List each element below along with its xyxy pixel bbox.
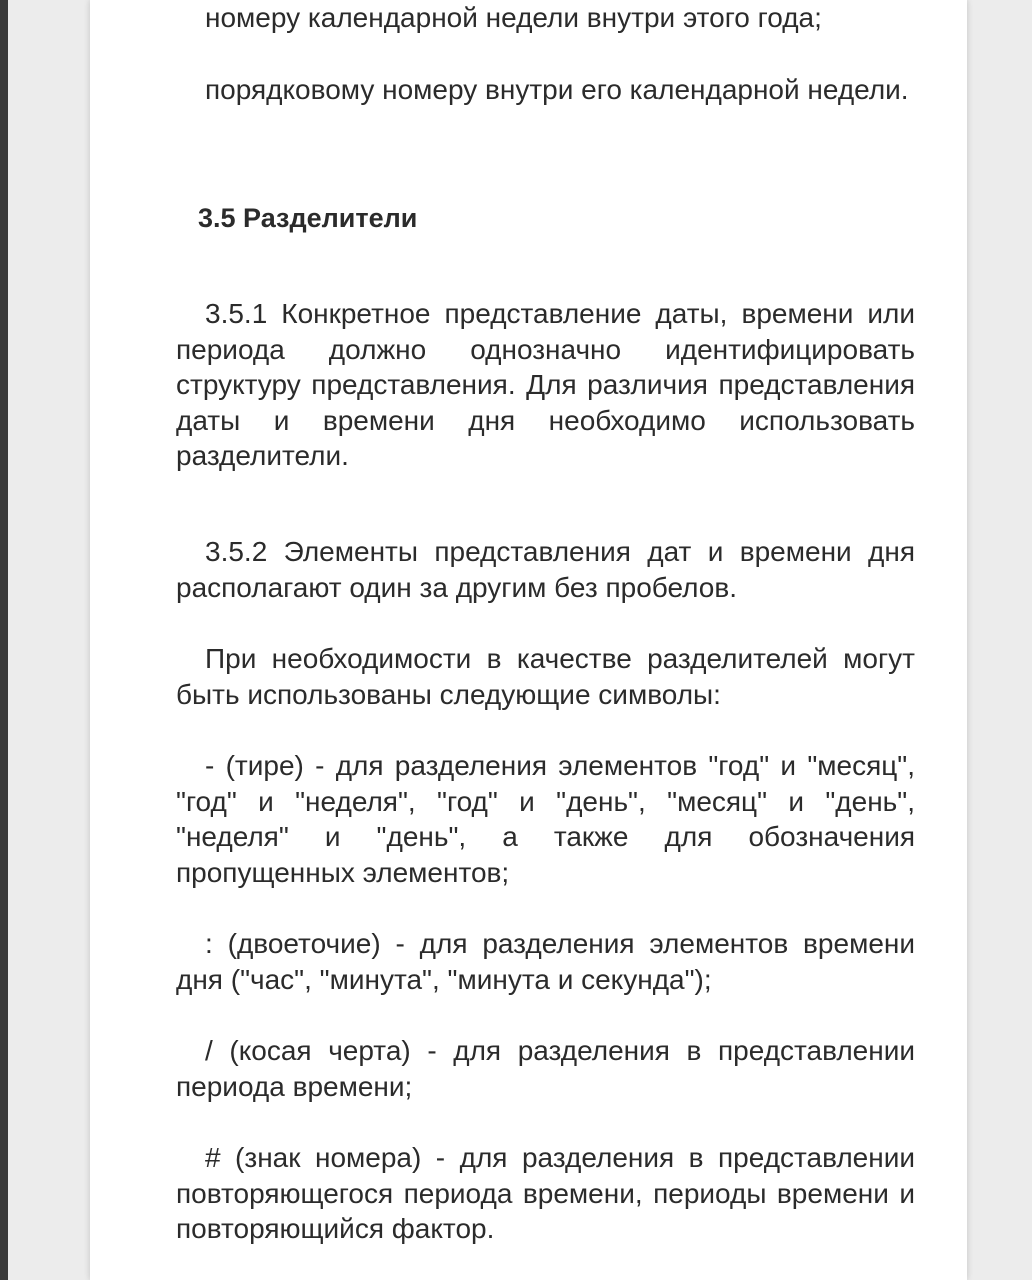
paragraph-colon: : (двоеточие) - для разделения элементов времени дня ("час", "минута", "минута и секунда"); (176, 928, 915, 995)
paragraph-symbols-intro: При необходимости в качестве разделителей могут быть использованы следующие символы: (176, 643, 915, 710)
paragraph-3-5-2: 3.5.2 Элементы представления дат и времени дня располагают один за другим без пробелов. (176, 536, 915, 603)
paragraph-ordinal: порядковому номеру внутри его календарной недели. (205, 74, 909, 105)
viewer-edge (0, 0, 8, 1280)
paragraph-week-number: номеру календарной недели внутри этого года; (205, 2, 822, 33)
section-heading: 3.5 Разделители (198, 203, 418, 233)
document-page[interactable] (90, 0, 967, 1280)
paragraph-hash: # (знак номера) - для разделения в представлении повторяющегося периода времени, периоды времени и повторяющийся фактор. (176, 1142, 915, 1245)
paragraph-dash: - (тире) - для разделения элементов "год" и "месяц", "год" и "неделя", "год" и "день", "месяц" и "день", "неделя" и "день", а также для обозначения пропущенных элементов; (176, 750, 915, 888)
paragraph-3-5-1: 3.5.1 Конкретное представление даты, времени или периода должно однозначно идентифицировать структуру представления. Для различия представления даты и времени дня необходимо использовать разделители. (176, 298, 915, 472)
paragraph-slash: / (косая черта) - для разделения в представлении периода времени; (176, 1035, 915, 1102)
